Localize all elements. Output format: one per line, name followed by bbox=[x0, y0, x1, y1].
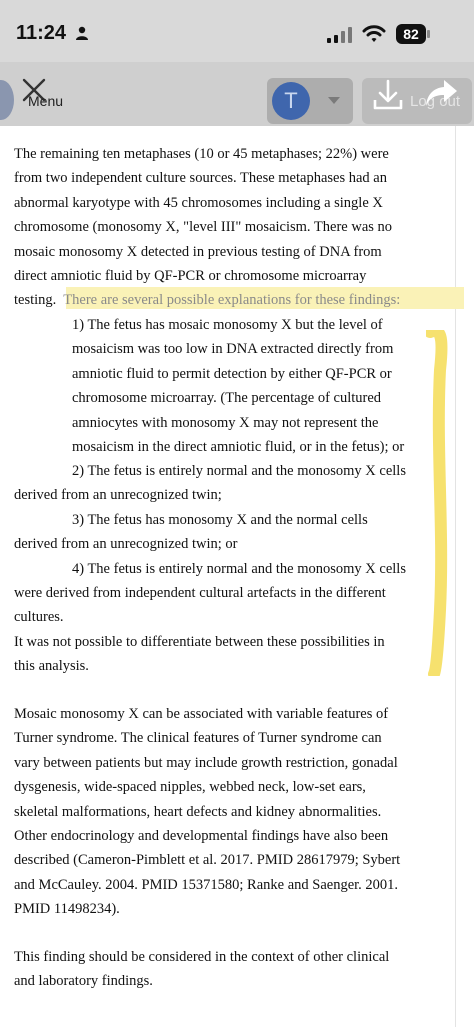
share-icon[interactable] bbox=[424, 78, 458, 108]
text-line: It was not possible to differentiate between these possibilities in bbox=[14, 633, 385, 650]
text-line: This finding should be considered in the context of other clinical bbox=[14, 949, 390, 965]
text-line: Turner syndrome. The clinical features of Turner syndrome can bbox=[14, 730, 382, 747]
text-segment: testing. bbox=[14, 292, 64, 309]
text-line: were derived from independent cultural artefacts in the different bbox=[14, 585, 386, 602]
text-line: and laboratory findings. bbox=[14, 973, 153, 990]
text-line: 3) The fetus has monosomy X and the normal cells bbox=[72, 511, 368, 528]
text-line: direct amniotic fluid by QF-PCR or chromosome microarray bbox=[14, 268, 367, 285]
explanation-block-1 bbox=[72, 313, 452, 459]
text-line: Other endocrinology and developmental findings have also been bbox=[14, 828, 389, 845]
text-line: 4) The fetus is entirely normal and the monosomy X cells bbox=[72, 560, 406, 577]
paragraph-findings bbox=[14, 142, 450, 313]
person-icon bbox=[75, 26, 89, 40]
battery-indicator: 82 bbox=[396, 24, 426, 44]
menu-label[interactable]: Menu bbox=[28, 93, 64, 109]
text-line: dysgenesis, wide-spaced nipples, webbed neck, low-set ears, bbox=[14, 779, 366, 796]
text-line: PMID 11498234). bbox=[14, 901, 120, 918]
page-edge bbox=[455, 126, 456, 1027]
text-line: described (Cameron-Pimblett et al. 2017. PMID 28617979; Sybert bbox=[14, 852, 401, 869]
text-line: amniotic fluid to permit detection by either QF-PCR or bbox=[72, 365, 392, 382]
text-line: Mosaic monosomy X can be associated with variable features of bbox=[14, 706, 389, 722]
paragraph-context bbox=[14, 945, 450, 994]
download-icon[interactable] bbox=[370, 78, 406, 114]
text-line: from two independent culture sources. These metaphases had an bbox=[14, 170, 387, 187]
text-line: The remaining ten metaphases (10 or 45 metaphases; 22%) were bbox=[14, 146, 389, 162]
text-line: amniocytes with monosomy X may not represent the bbox=[72, 414, 379, 431]
text-line: mosaicism in the direct amniotic fluid, or in the fetus); or bbox=[72, 439, 405, 456]
text-line: abnormal karyotype with 45 chromosomes including a single X bbox=[14, 194, 383, 211]
chevron-down-icon[interactable] bbox=[328, 97, 340, 104]
highlighted-text: There are several possible explanations for these findings: bbox=[63, 292, 401, 309]
text-line: mosaic monosomy X detected in previous testing of DNA from bbox=[14, 243, 382, 260]
text-line bbox=[14, 288, 450, 312]
text-line: 1) The fetus has mosaic monosomy X but the level of bbox=[72, 317, 383, 333]
cellular-signal-icon bbox=[327, 27, 353, 43]
text-line: chromosome microarray. (The percentage of cultured bbox=[72, 390, 382, 407]
paragraph-turner-syndrome bbox=[14, 702, 450, 922]
logout-label[interactable]: Log out bbox=[410, 93, 461, 110]
status-time: 11:24 bbox=[16, 22, 67, 44]
text-line: this analysis. bbox=[14, 658, 89, 675]
text-line: derived from an unrecognized twin; or bbox=[14, 536, 238, 553]
text-line: vary between patients but may include growth restriction, gonadal bbox=[14, 754, 398, 771]
explanation-block-2 bbox=[14, 459, 450, 679]
text-line: chromosome (monosomy X, "level III" mosaicism. There was no bbox=[14, 219, 393, 236]
text-line: and McCauley. 2004. PMID 15371580; Ranke and Saenger. 2001. bbox=[14, 876, 399, 893]
wifi-icon bbox=[362, 24, 386, 44]
text-line: skeletal malformations, heart defects and kidney abnormalities. bbox=[14, 803, 382, 820]
user-avatar[interactable]: T bbox=[272, 82, 310, 120]
text-line: cultures. bbox=[14, 609, 64, 626]
text-line: derived from an unrecognized twin; bbox=[14, 487, 222, 504]
text-line: mosaicism was too low in DNA extracted directly from bbox=[72, 341, 394, 358]
text-line: 2) The fetus is entirely normal and the monosomy X cells bbox=[72, 463, 406, 479]
